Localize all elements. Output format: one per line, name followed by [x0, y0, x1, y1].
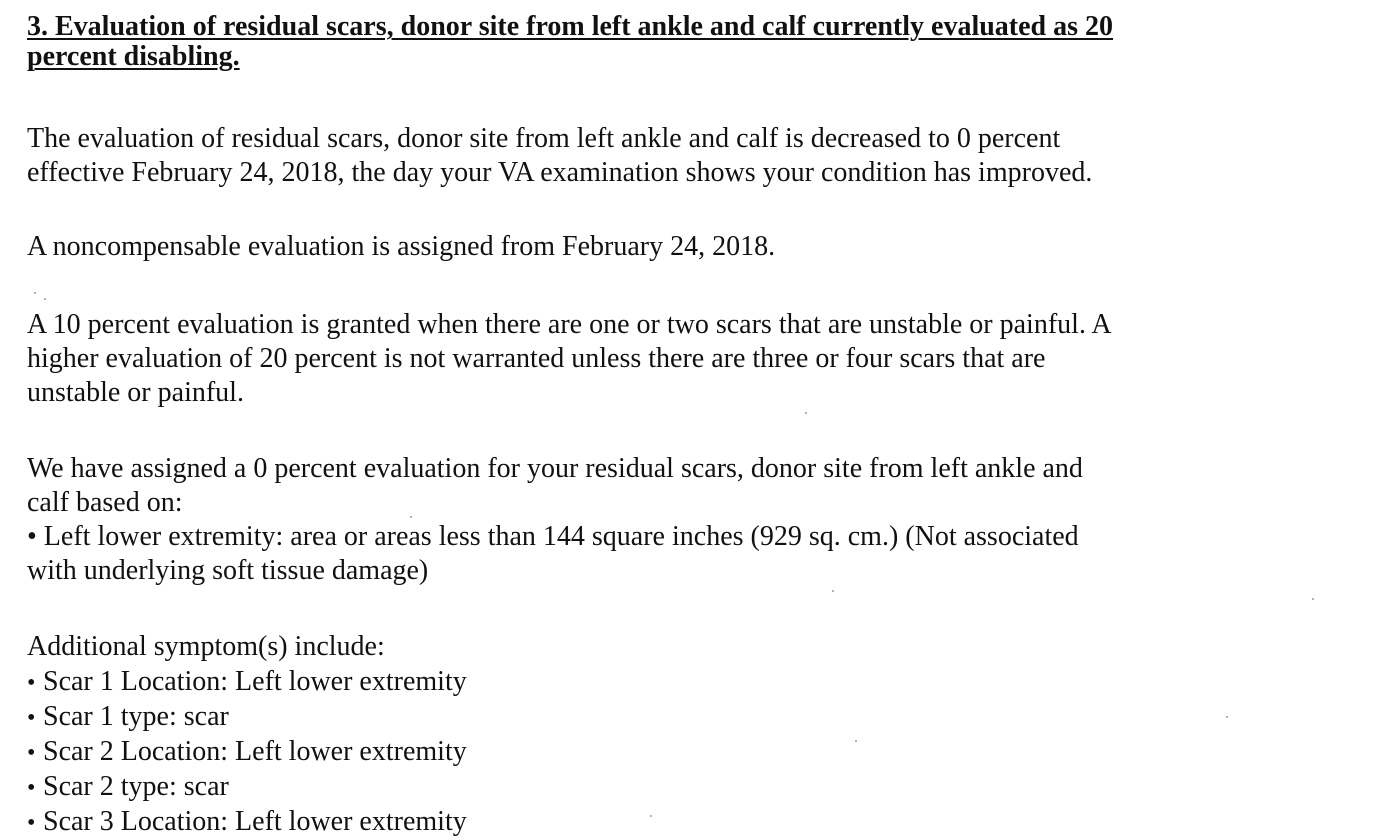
scan-speck	[650, 815, 652, 817]
decrease-paragraph-line-2: effective February 24, 2018, the day your VA examination shows your condition has improved.	[27, 157, 1093, 188]
basis-bullet-line-1: • Left lower extremity: area or areas less than 144 square inches (929 sq. cm.) (Not associated	[27, 521, 1079, 552]
scan-speck	[855, 740, 857, 742]
decrease-paragraph-line-1: The evaluation of residual scars, donor site from left ankle and calf is decreased to 0 percent	[27, 123, 1061, 154]
symptom-list	[27, 665, 1372, 840]
scan-speck	[410, 516, 412, 518]
symptom-item: • Scar 3 Location: Left lower extremity	[27, 805, 1372, 840]
criteria-paragraph-line-2: higher evaluation of 20 percent is not warranted unless there are three or four scars that are	[27, 343, 1046, 374]
scan-speck	[34, 292, 36, 294]
section-heading-line-2: percent disabling.	[27, 41, 240, 72]
scan-speck	[1226, 716, 1228, 718]
criteria-paragraph-line-3: unstable or painful.	[27, 377, 244, 408]
symptoms-intro-line: Additional symptom(s) include:	[27, 631, 385, 662]
section-heading-line-1: 3. Evaluation of residual scars, donor site from left ankle and calf currently evaluated as 20	[27, 11, 1114, 42]
scan-speck	[805, 412, 807, 414]
noncompensable-paragraph	[27, 230, 1372, 264]
symptom-item: • Scar 1 Location: Left lower extremity	[27, 665, 1372, 700]
noncompensable-paragraph-line-1: A noncompensable evaluation is assigned from February 24, 2018.	[27, 231, 776, 262]
scan-speck	[44, 298, 46, 300]
basis-paragraph	[27, 452, 1372, 588]
criteria-paragraph	[27, 308, 1372, 410]
basis-paragraph-line-2: calf based on:	[27, 487, 183, 518]
symptom-item: • Scar 2 type: scar	[27, 770, 1372, 805]
basis-bullet-line-2: with underlying soft tissue damage)	[27, 555, 429, 586]
section-heading	[27, 12, 1367, 72]
criteria-paragraph-line-1: A 10 percent evaluation is granted when there are one or two scars that are unstable or painful. A	[27, 309, 1112, 340]
scan-speck	[832, 590, 834, 592]
symptom-item: • Scar 1 type: scar	[27, 700, 1372, 735]
scan-speck	[1312, 598, 1314, 600]
decrease-paragraph	[27, 122, 1372, 190]
symptoms-intro	[27, 630, 1372, 664]
symptom-item: • Scar 2 Location: Left lower extremity	[27, 735, 1372, 770]
basis-paragraph-line-1: We have assigned a 0 percent evaluation for your residual scars, donor site from left ankle and	[27, 453, 1083, 484]
